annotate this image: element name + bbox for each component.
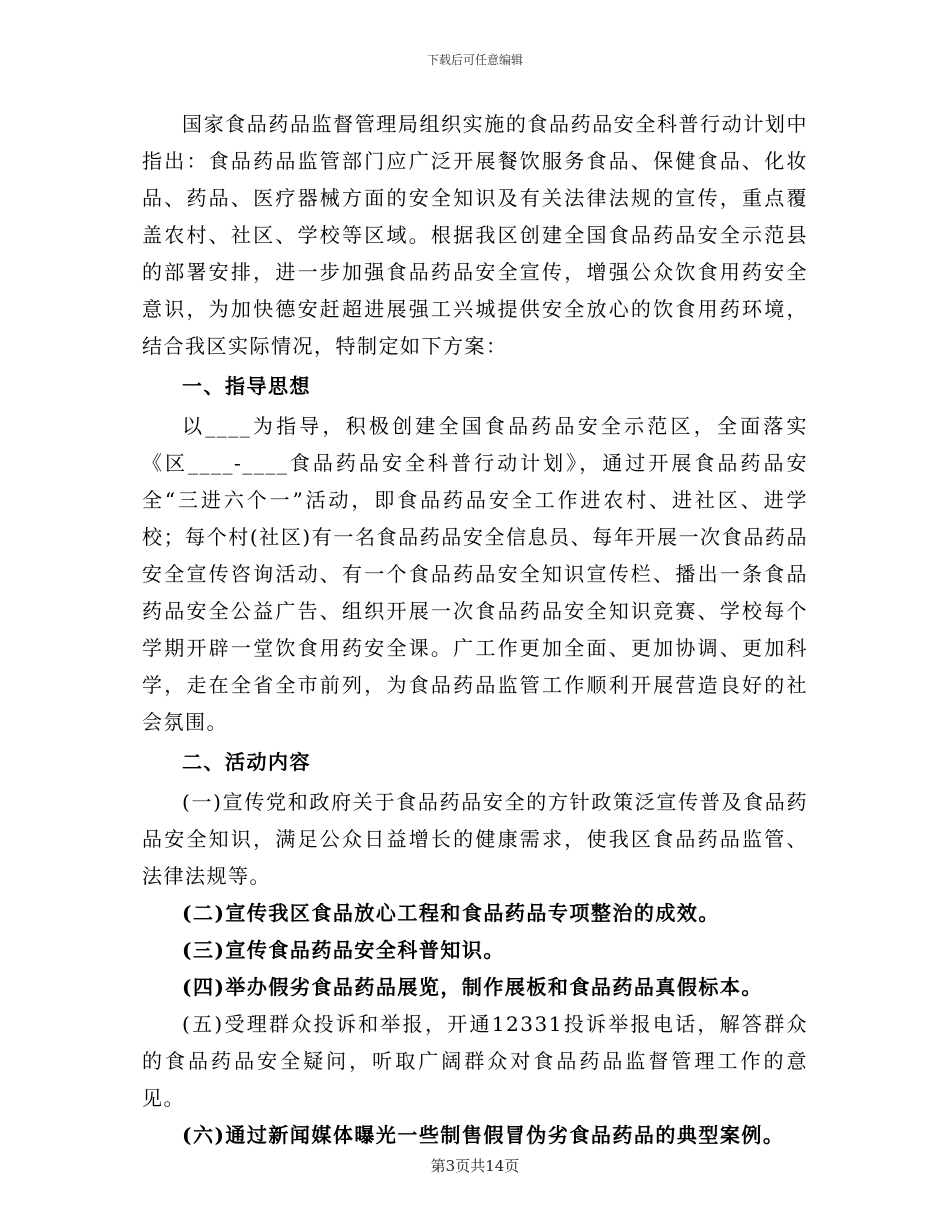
activity-item-2: (二)宣传我区食品放心工程和食品药品专项整治的成效。 (182, 901, 720, 925)
page-footer: 第3页共14页 (430, 1157, 520, 1175)
guiding-ideology-paragraph: 以____为指导，积极创建全国食品药品安全示范区，全面落实《区____-____食品药品安全科普行动计划》，通过开展食品药品安全“三进六个一”活动，即食品药品安全工作进农村、进社区、进学校；每个村(社区)有一名食品药品安全信息员、每年开展一次食品药品安全宣传咨询活动、有一个食品药品安全知识宣传栏、播出一条食品药品安全公益广告、组织开展一次食品药品安全知识竞赛、学校每个学期开辟一堂饮食用药安全课。广工作更加全面、更加协调、更加科学，走在全省全市前列，为食品药品监管工作顺利开展营造良好的社会氛围。 (142, 414, 808, 734)
page-header: 下载后可任意编辑 (426, 53, 523, 67)
section-heading-activity-content: 二、活动内容 (182, 750, 311, 774)
document-body (142, 106, 808, 1154)
section-heading-guiding-ideology: 一、指导思想 (182, 374, 311, 398)
activity-item-6: (六)通过新闻媒体曝光一些制售假冒伪劣食品药品的典型案例。 (182, 1123, 785, 1147)
activity-item-5: (五)受理群众投诉和举报，开通12331投诉举报电话，解答群众的食品药品安全疑问，听取广阔群众对食品药品监督管理工作的意见。 (142, 1012, 808, 1110)
activity-item-4: (四)举办假劣食品药品展览，制作展板和食品药品真假标本。 (182, 975, 763, 999)
activity-item-3: (三)宣传食品药品安全科普知识。 (182, 938, 505, 962)
intro-paragraph: 国家食品药品监督管理局组织实施的食品药品安全科普行动计划中指出：食品药品监管部门应广泛开展餐饮服务食品、保健食品、化妆品、药品、医疗器械方面的安全知识及有关法律法规的宣传，重点覆盖农村、社区、学校等区域。根据我区创建全国食品药品安全示范县的部署安排，进一步加强食品药品安全宣传，增强公众饮食用药安全意识，为加快德安赶超进展强工兴城提供安全放心的饮食用药环境，结合我区实际情况，特制定如下方案： (142, 112, 808, 358)
activity-item-1: (一)宣传党和政府关于食品药品安全的方针政策泛宣传普及食品药品安全知识，满足公众日益增长的健康需求，使我区食品药品监管、法律法规等。 (142, 790, 808, 888)
